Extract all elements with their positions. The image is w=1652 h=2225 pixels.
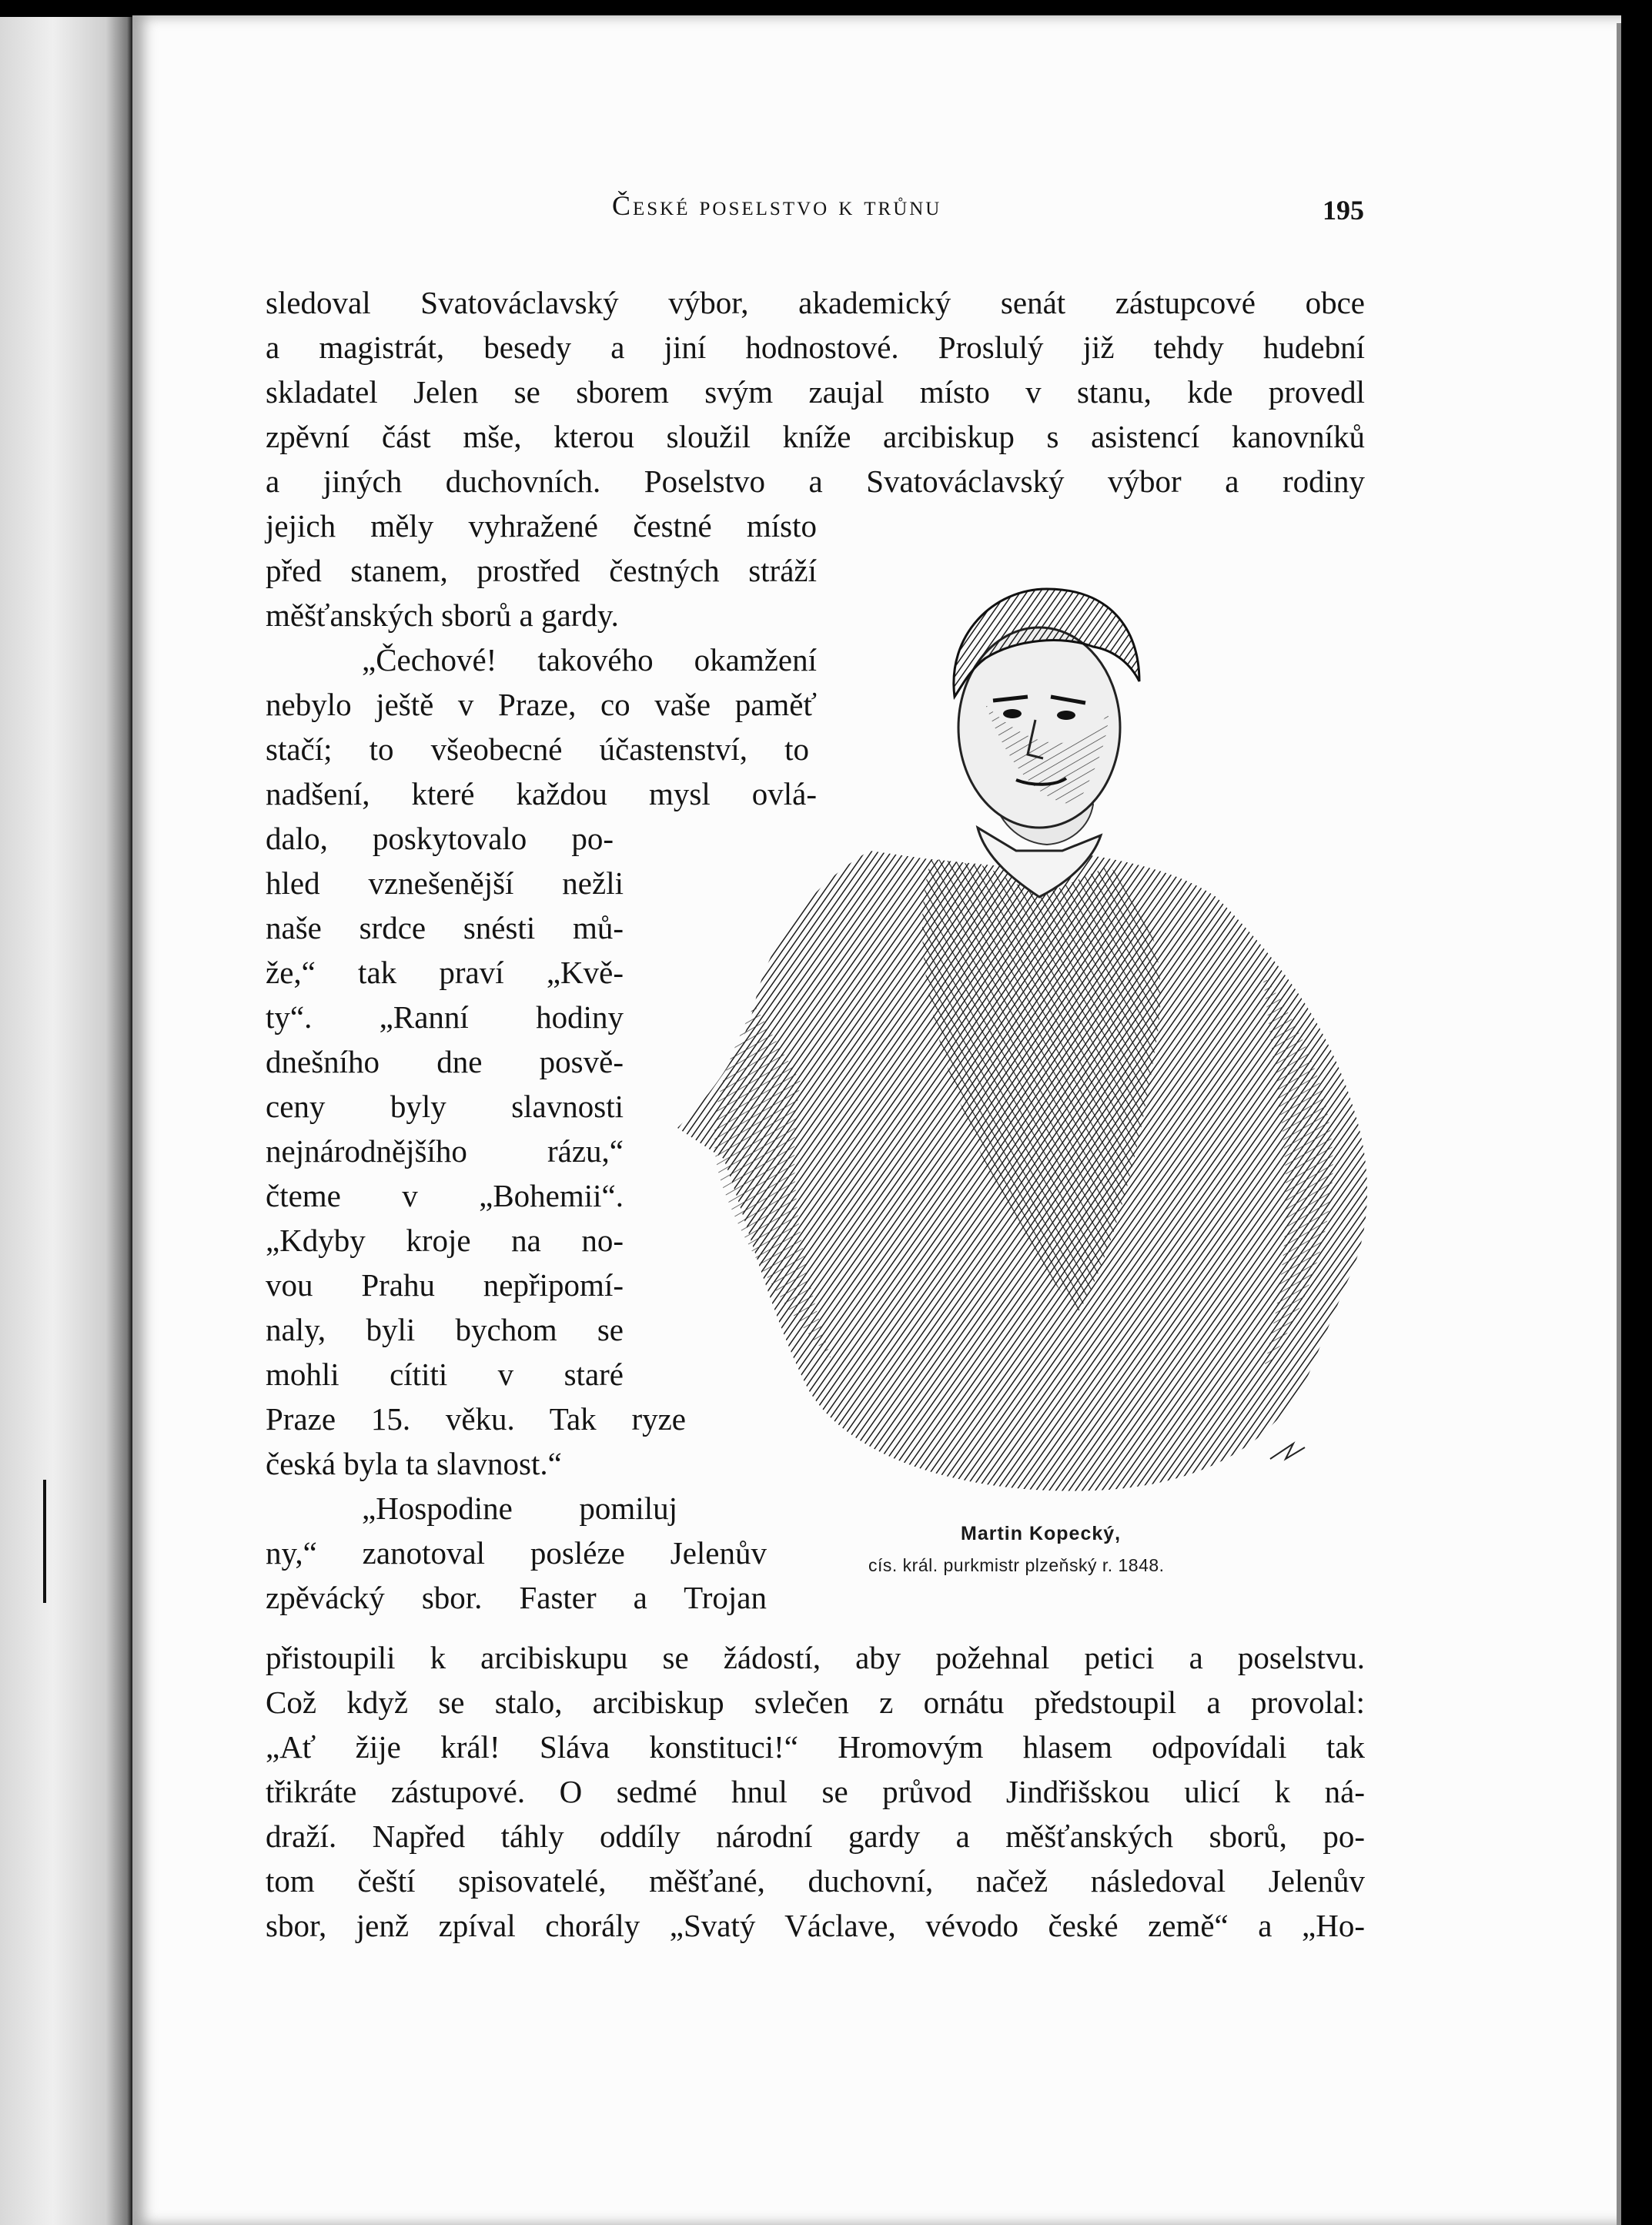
figure-caption-title: cís. král. purkmistr plzeňský r. 1848. [868, 1555, 1165, 1575]
text-line: třikráte zástupové. O sedmé hnul se průvod Jindřišskou ulicí k ná- [266, 1774, 1365, 1809]
text-line: před stanem, prostřed čestných stráží [266, 553, 817, 588]
text-line: jejich měly vyhražené čestné místo [266, 508, 817, 544]
text-fragment: že,“ tak praví „Kvě- [266, 955, 624, 990]
text-line: „Ať žije král! Sláva konstituci!“ Hromovým hlasem odpovídali tak [266, 1729, 1365, 1765]
page-number: 195 [1323, 195, 1364, 226]
text-line: čteme v „Bohemii“. [266, 1178, 624, 1213]
scan-right-border [1621, 0, 1652, 2225]
text-line: zpěvní část mše, kterou sloužil kníže arcibiskup s asistencí kanovníků [266, 419, 1365, 454]
text-line: ty“. „Ranní hodiny [266, 999, 624, 1035]
portrait-engraving [677, 574, 1374, 1513]
figure-caption-name: Martin Kopecký, [961, 1523, 1122, 1544]
text-line: dnešního dne posvě- [266, 1044, 624, 1079]
text-line: ny,“ zanotoval posléze Jelenův [266, 1535, 767, 1571]
text-line: naše srdce snésti mů- [266, 910, 624, 945]
text-line: nejnárodnějšího rázu,“ [266, 1133, 624, 1169]
text-line: Což když se stalo, arcibiskup svlečen z ornátu předstoupil a provolal: [266, 1685, 1365, 1720]
text-line: tom čeští spisovatelé, měšťané, duchovní, načež následoval Jelenův [266, 1863, 1365, 1899]
text-line: draží. Napřed táhly oddíly národní gardy a měšťanských sborů, po- [266, 1818, 1365, 1854]
scan-top-border [0, 0, 1652, 17]
text-line: „Kdyby kroje na no- [266, 1223, 624, 1258]
text-line: „Čechové! takového okamžení [362, 642, 817, 678]
text-line: sledoval Svatováclavský výbor, akademický senát zástupcové obce [266, 285, 1365, 320]
facing-page-edge [0, 17, 132, 2225]
text-line: ceny byly slavnosti [266, 1089, 624, 1124]
text-line: hled vznešenější nežli [266, 865, 624, 901]
text-line: skladatel Jelen se sborem svým zaujal místo v stanu, kde provedl [266, 374, 1365, 410]
text-line: nadšení, které každou mysl ovlá- [266, 776, 817, 811]
text-line: nebylo ještě v Praze, co vaše paměť [266, 687, 817, 722]
text-line: vou Prahu nepřipomí- [266, 1267, 624, 1303]
text-line: „Hospodine pomiluj [362, 1491, 677, 1526]
portrait-eye [1057, 711, 1075, 720]
engraver-signature [1270, 1444, 1305, 1459]
text-line: dalo, poskytovalo po- [266, 821, 614, 856]
text-line: naly, byli bychom se [266, 1312, 624, 1347]
text-line: a magistrát, besedy a jiní hodnostové. Proslulý již tehdy hudební [266, 330, 1365, 365]
portrait-eye [1003, 709, 1022, 718]
text-line [266, 950, 624, 995]
text-line: Praze 15. věku. Tak ryze [266, 1401, 686, 1437]
text-line: zpěvácký sbor. Faster a Trojan [266, 1580, 767, 1615]
running-header: České poselstvo k trůnu [612, 190, 942, 221]
text-line: měšťanských sborů a gardy. [266, 597, 619, 633]
text-line: a jiných duchovních. Poselstvo a Svatováclavský výbor a rodiny [266, 463, 1365, 499]
facing-page-mark [43, 1480, 46, 1603]
text-line: česká byla ta slavnost.“ [266, 1446, 562, 1481]
text-line: přistoupili k arcibiskupu se žádostí, aby požehnal petici a poselstvu. [266, 1640, 1365, 1675]
text-line: mohli cítiti v staré [266, 1357, 624, 1392]
text-line: stačí; to všeobecné účastenství, to [266, 731, 809, 767]
text-line: sbor, jenž zpíval chorály „Svatý Václave, vévodo české země“ a „Ho- [266, 1908, 1365, 1943]
